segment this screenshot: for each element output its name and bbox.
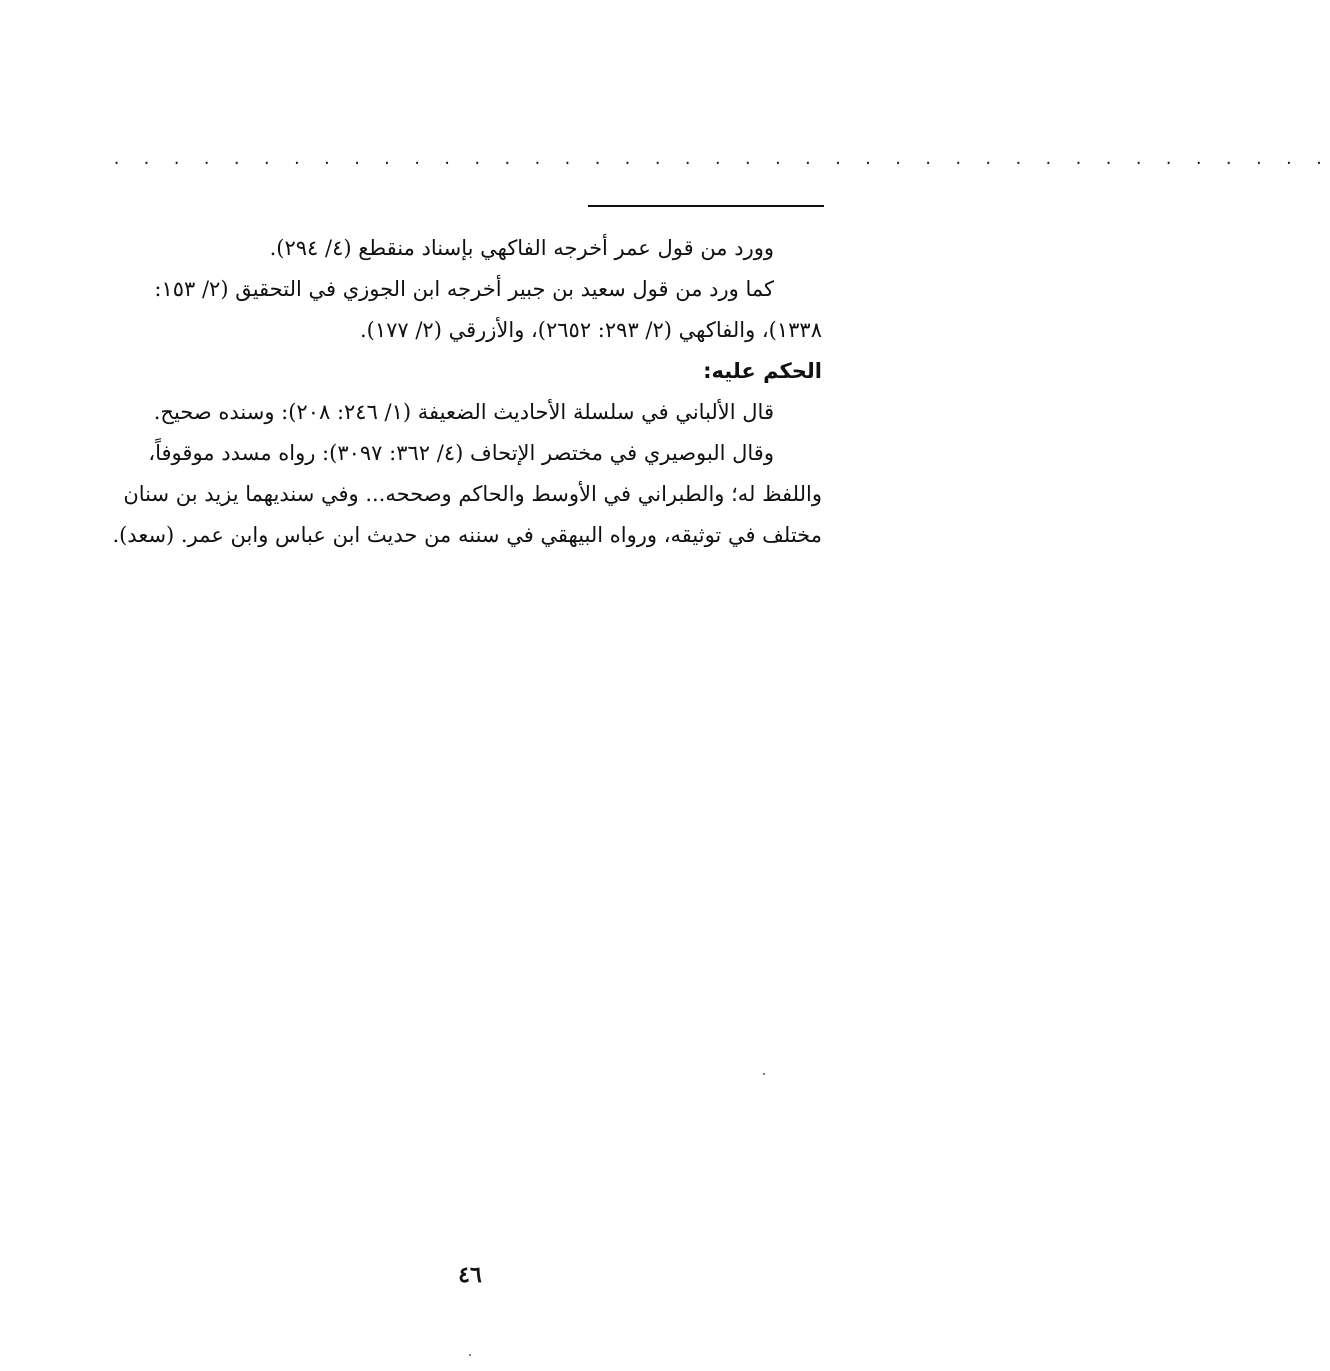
- text-line: مختلف في توثيقه، ورواه البيهقي في سننه من حديث ابن عباس وابن عمر. (سعد).: [112, 523, 822, 547]
- scan-speck: [763, 1073, 765, 1075]
- text-line: وقال البوصيري في مختصر الإتحاف (٤/ ٣٦٢: ٣٠٩٧): رواه مسدد موقوفاً،: [148, 441, 774, 465]
- scan-speck: [469, 1354, 471, 1356]
- text-line: ١٣٣٨)، والفاكهي (٢/ ٢٩٣: ٢٦٥٢)، والأزرقي (٢/ ١٧٧).: [359, 318, 822, 342]
- text-line: كما ورد من قول سعيد بن جبير أخرجه ابن الجوزي في التحقيق (٢/ ١٥٣:: [154, 277, 774, 301]
- footnote-rule: [588, 205, 824, 207]
- dotted-separator: . . . . . . . . . . . . . . . . . . . . . . . . . . . . . . . . . . . . . . . . .: [112, 150, 1330, 168]
- text-line: قال الألباني في سلسلة الأحاديث الضعيفة (١/ ٢٤٦: ٢٠٨): وسنده صحيح.: [153, 400, 774, 424]
- section-heading: الحكم عليه:: [703, 359, 822, 383]
- text-line: وورد من قول عمر أخرجه الفاكهي بإسناد منقطع (٤/ ٢٩٤).: [269, 236, 774, 260]
- text-line: واللفظ له؛ والطبراني في الأوسط والحاكم وصححه... وفي سنديهما يزيد بن سنان: [123, 482, 822, 506]
- page-number: ٤٦: [458, 1262, 482, 1288]
- footnote-text: [110, 228, 822, 556]
